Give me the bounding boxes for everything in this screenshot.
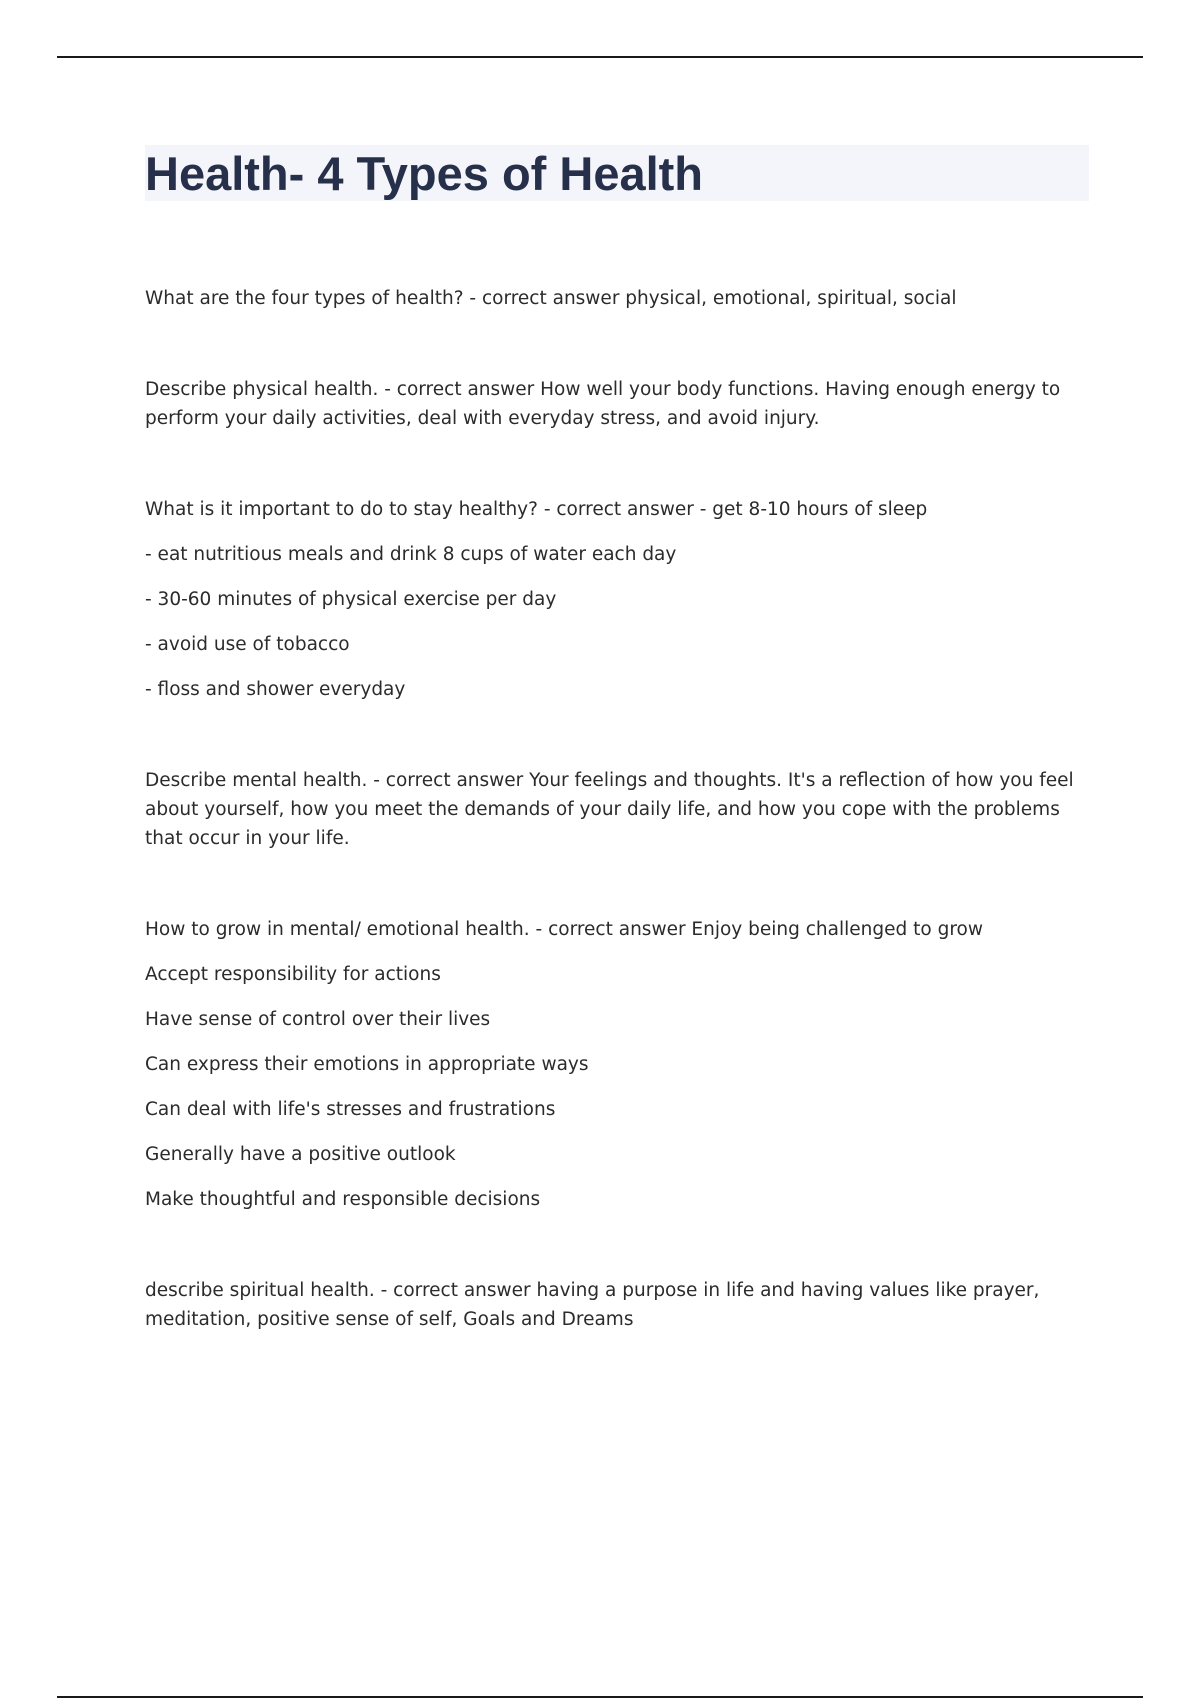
- qa-item: [145, 915, 1089, 1214]
- qa-list-line: Have sense of control over their lives: [145, 1009, 491, 1030]
- qa-item: [145, 375, 1089, 433]
- qa-item: [145, 1276, 1089, 1334]
- qa-text: describe spiritual health. - correct answer having a purpose in life and having values like prayer, meditation, positive sense of self, Goals and Dreams: [145, 1280, 1040, 1330]
- document-title: Health- 4 Types of Health: [145, 147, 704, 200]
- qa-text: Describe mental health. - correct answer Your feelings and thoughts. It's a reflection of how you feel about yourself, how you meet the demands of your daily life, and how you cope with the problems that occur in your life.: [145, 770, 1074, 849]
- qa-list-line: Generally have a positive outlook: [145, 1144, 456, 1165]
- qa-list-line: - eat nutritious meals and drink 8 cups of water each day: [145, 544, 677, 565]
- qa-list-line: Can express their emotions in appropriate ways: [145, 1054, 589, 1075]
- qa-item: [145, 495, 1089, 704]
- qa-text: How to grow in mental/ emotional health. - correct answer Enjoy being challenged to grow: [145, 919, 983, 940]
- qa-list-line: - avoid use of tobacco: [145, 634, 350, 655]
- qa-text: Describe physical health. - correct answer How well your body functions. Having enough energy to perform your daily activities, deal with everyday stress, and avoid injury.: [145, 379, 1061, 429]
- qa-list-line: - floss and shower everyday: [145, 679, 406, 700]
- document-body: [145, 284, 1089, 1334]
- bottom-rule: [57, 1696, 1143, 1698]
- qa-text: What are the four types of health? - correct answer physical, emotional, spiritual, social: [145, 288, 957, 309]
- qa-list-line: - 30-60 minutes of physical exercise per day: [145, 589, 557, 610]
- qa-list-line: Accept responsibility for actions: [145, 964, 441, 985]
- qa-text: What is it important to do to stay healthy? - correct answer - get 8-10 hours of sleep: [145, 499, 928, 520]
- top-rule: [57, 56, 1143, 58]
- qa-item: [145, 284, 1089, 313]
- qa-list-line: Make thoughtful and responsible decisions: [145, 1189, 541, 1210]
- qa-item: [145, 766, 1089, 853]
- qa-list-line: Can deal with life's stresses and frustrations: [145, 1099, 556, 1120]
